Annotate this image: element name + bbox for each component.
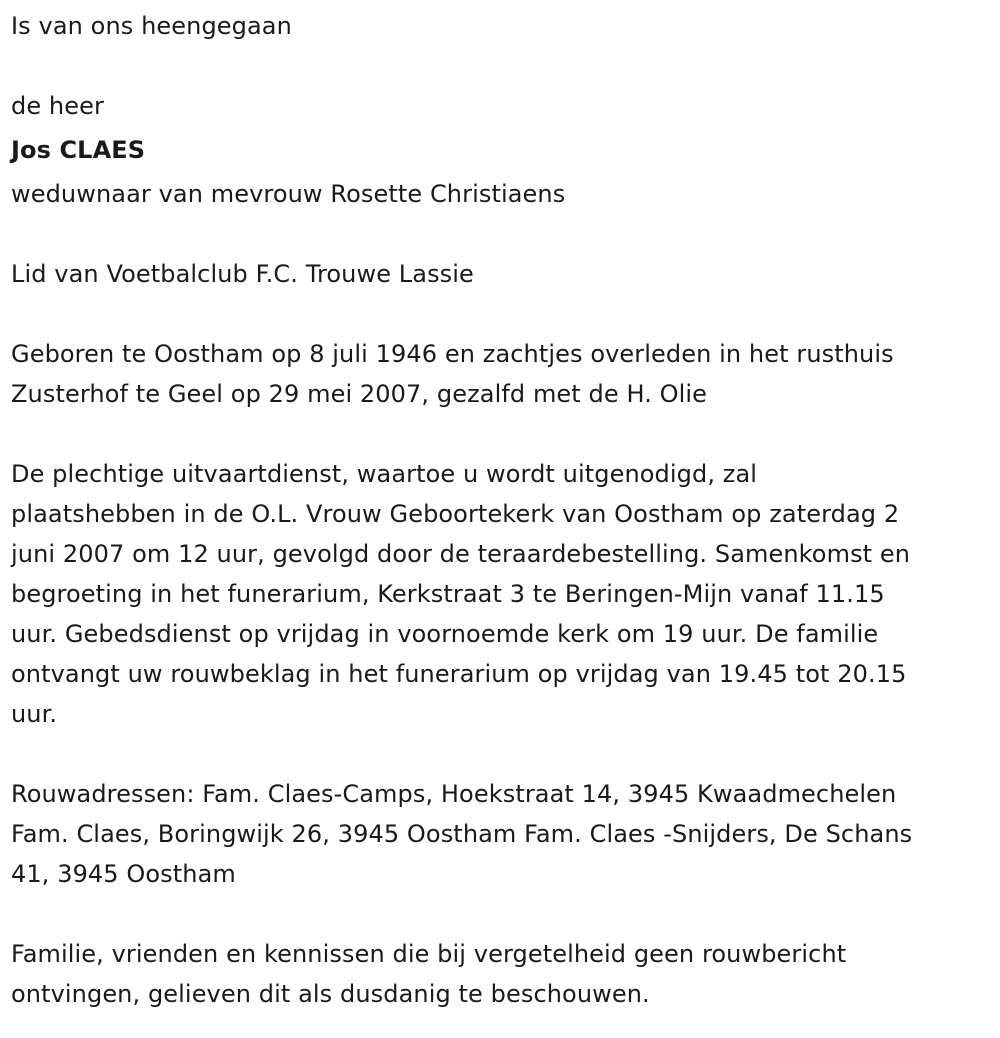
intro-text: Is van ons heengegaan — [11, 12, 292, 40]
paragraph-line: plaatshebben in de O.L. Vrouw Geboortekerk van Oostham op zaterdag 2 — [11, 500, 900, 528]
paragraph-line: ontvingen, gelieven dit als dusdanig te beschouwen. — [11, 980, 650, 1008]
paragraph-line: uur. Gebedsdienst op vrijdag in voornoemde kerk om 19 uur. De familie — [11, 620, 879, 648]
title-prefix: de heer — [11, 92, 104, 120]
spacer — [11, 734, 1000, 774]
deceased-name: Jos CLAES — [11, 136, 146, 164]
spacer — [11, 46, 1000, 86]
mourning-addresses-paragraph — [11, 774, 1000, 894]
spouse-text: weduwnaar van mevrouw Rosette Christiaens — [11, 180, 566, 208]
closing-paragraph — [11, 934, 1000, 1014]
spacer — [11, 894, 1000, 934]
paragraph-line: uur. — [11, 700, 58, 728]
membership-text: Lid van Voetbalclub F.C. Trouwe Lassie — [11, 260, 474, 288]
paragraph-line: ontvangt uw rouwbeklag in het funerarium op vrijdag van 19.45 tot 20.15 — [11, 660, 907, 688]
spacer — [11, 294, 1000, 334]
paragraph-line: 41, 3945 Oostham — [11, 860, 236, 888]
paragraph-line: begroeting in het funerarium, Kerkstraat 3 te Beringen-Mijn vanaf 11.15 — [11, 580, 885, 608]
paragraph-line: Familie, vrienden en kennissen die bij vergetelheid geen rouwbericht — [11, 940, 847, 968]
paragraph-line: Fam. Claes, Boringwijk 26, 3945 Oostham Fam. Claes -Snijders, De Schans — [11, 820, 913, 848]
paragraph-line: Geboren te Oostham op 8 juli 1946 en zachtjes overleden in het rusthuis — [11, 340, 894, 368]
paragraph-line: juni 2007 om 12 uur, gevolgd door de teraardebestelling. Samenkomst en — [11, 540, 911, 568]
paragraph-line: Rouwadressen: Fam. Claes-Camps, Hoekstraat 14, 3945 Kwaadmechelen — [11, 780, 897, 808]
spacer — [11, 214, 1000, 254]
birth-death-paragraph — [11, 334, 1000, 414]
paragraph-line: Zusterhof te Geel op 29 mei 2007, gezalfd met de H. Olie — [11, 380, 708, 408]
paragraph-line: De plechtige uitvaartdienst, waartoe u wordt uitgenodigd, zal — [11, 460, 758, 488]
spacer — [11, 414, 1000, 454]
funeral-service-paragraph — [11, 454, 1000, 734]
